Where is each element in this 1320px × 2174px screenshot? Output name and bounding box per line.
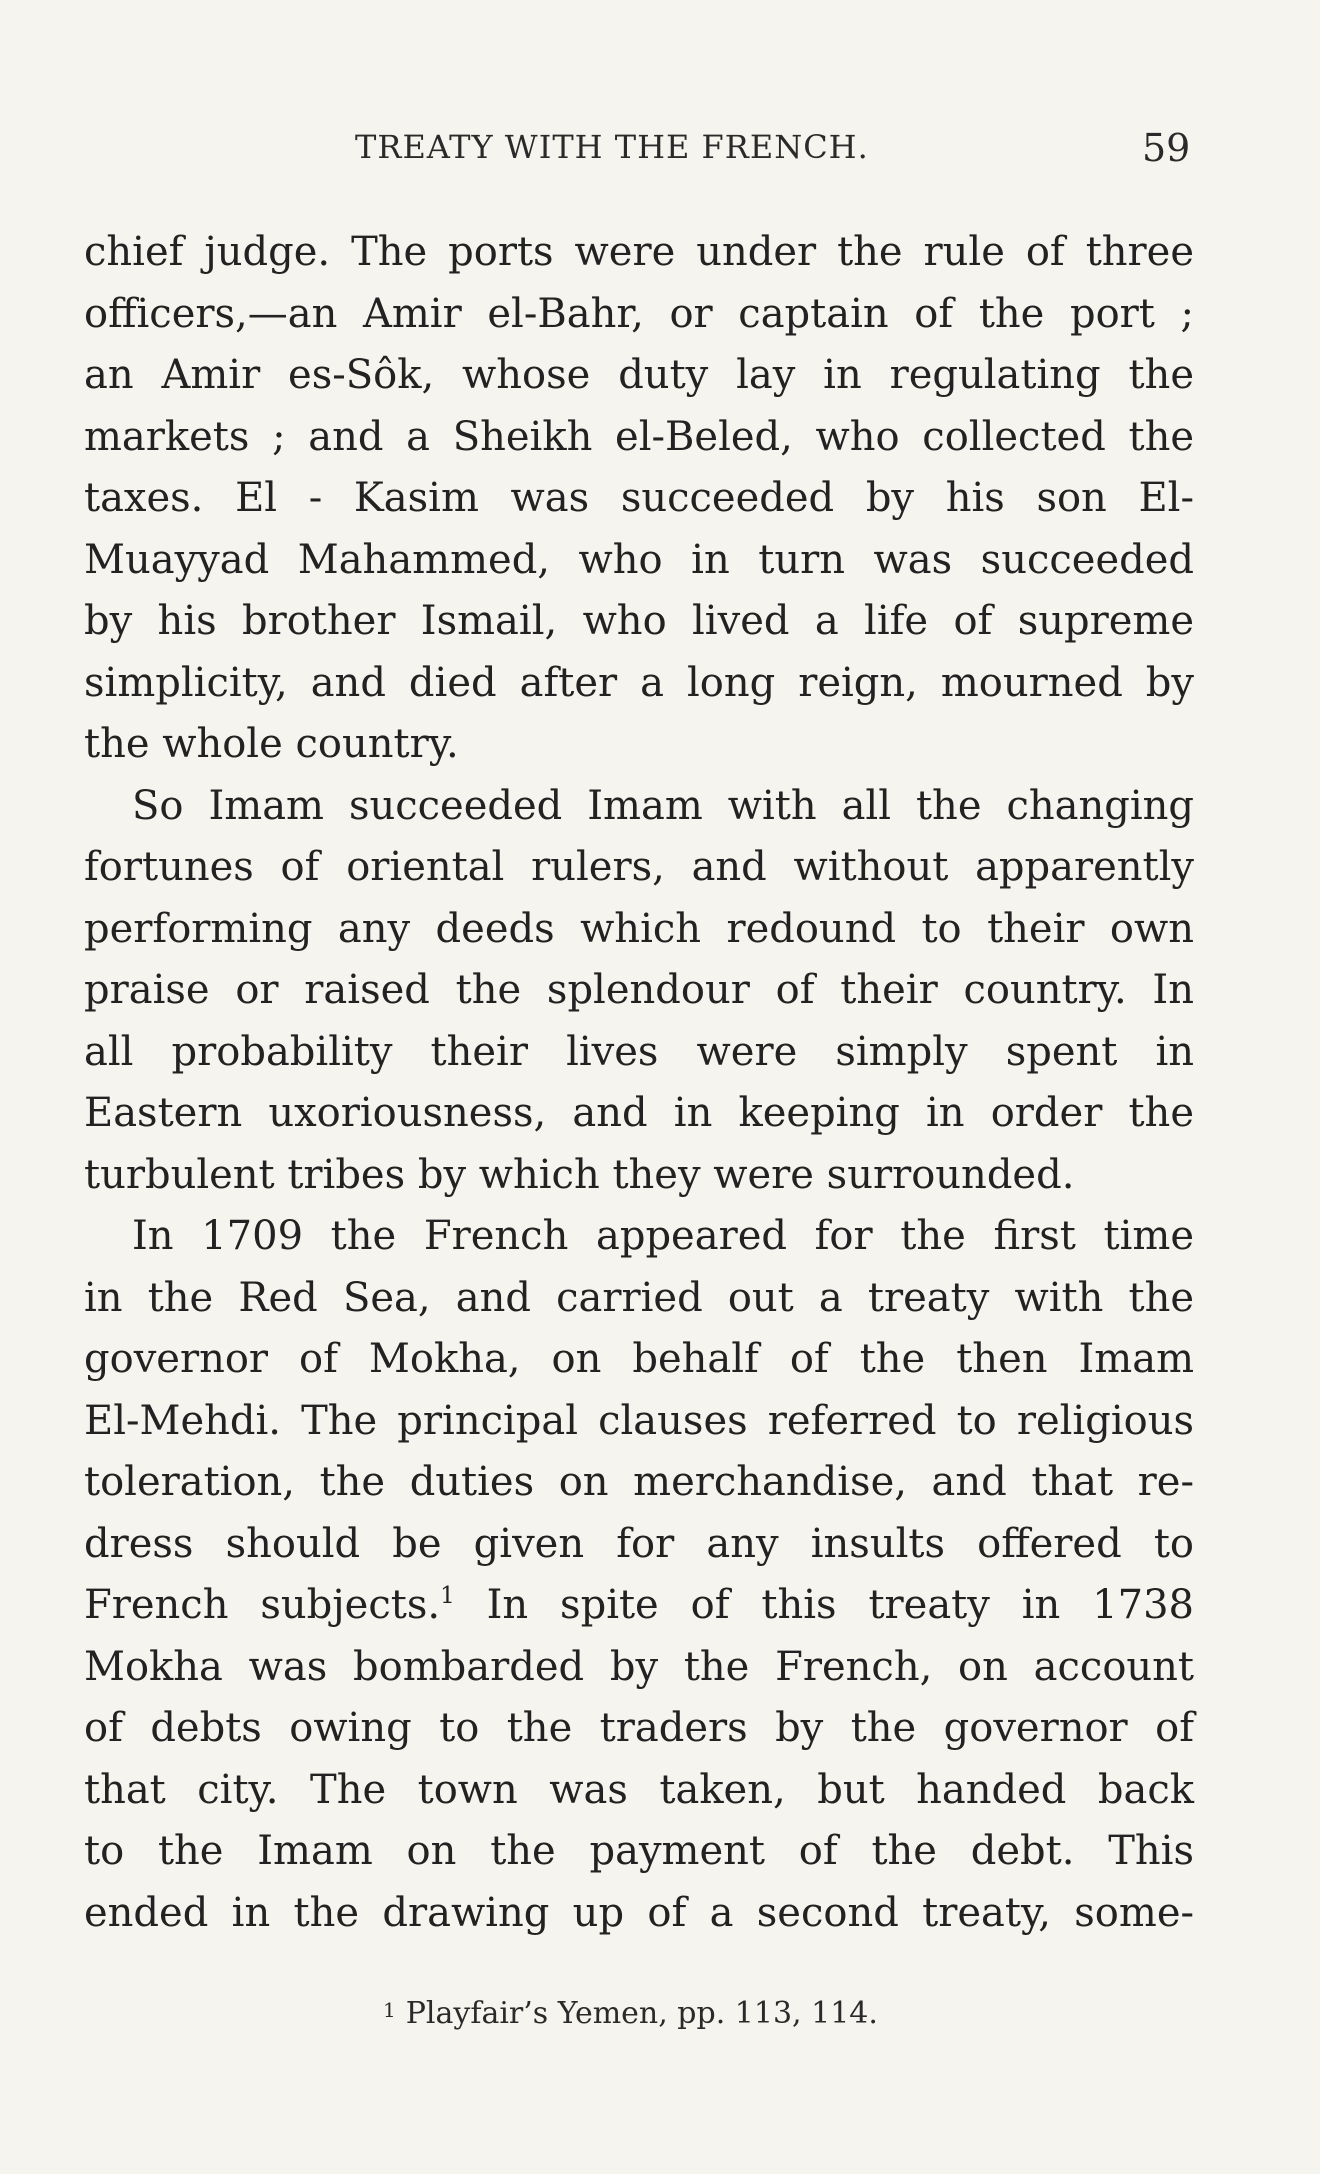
- paragraph-end-line: turbulent tribes by which they were surrounded.: [84, 1151, 1075, 1198]
- footnote: [383, 1996, 878, 2031]
- text-line: by his brother Ismail, who lived a life of supreme: [84, 598, 1194, 644]
- text-line: officers,—an Amir el-Bahr, or captain of the port ;: [84, 290, 1194, 337]
- paragraph-end-line: the whole country.: [84, 721, 459, 767]
- text-line: toleration, the duties on merchandise, and that re-: [84, 1459, 1194, 1505]
- text-line: markets ; and a Sheikh el-Beled, who collected the: [84, 413, 1194, 460]
- text-line: chief judge. The ports were under the rule of three: [84, 229, 1194, 275]
- paragraph-start-line: So Imam succeeded Imam with all the changing: [132, 782, 1194, 829]
- text-line: of debts owing to the traders by the governor of: [84, 1705, 1194, 1751]
- text-line: Eastern uxoriousness, and in keeping in order the: [84, 1090, 1194, 1136]
- text-line: all probability their lives were simply spent in: [84, 1028, 1194, 1075]
- text-line: an Amir es-Sôk, whose duty lay in regulating the: [84, 352, 1194, 398]
- running-title: TREATY WITH THE FRENCH.: [355, 128, 869, 166]
- footnote-text: Playfair’s Yemen, pp. 113, 114.: [405, 1996, 878, 2031]
- text-line: that city. The town was taken, but handed back: [84, 1766, 1194, 1813]
- paragraph-start-line: In 1709 the French appeared for the first time: [132, 1213, 1194, 1259]
- text-line: ended in the drawing up of a second treaty, some-: [84, 1889, 1194, 1936]
- text-line: simplicity, and died after a long reign, mourned by: [84, 659, 1194, 706]
- text-line: Mokha was bombarded by the French, on account: [84, 1643, 1194, 1690]
- text-line: governor of Mokha, on behalf of the then Imam: [84, 1336, 1194, 1382]
- line-text-after-note: In spite of this treaty in 1738: [454, 1582, 1194, 1628]
- text-line: to the Imam on the payment of the debt. This: [84, 1828, 1194, 1874]
- line-text-before-note: French subjects.: [84, 1582, 441, 1628]
- text-line: in the Red Sea, and carried out a treaty with the: [84, 1274, 1194, 1321]
- text-line: El-Mehdi. The principal clauses referred to religious: [84, 1397, 1194, 1444]
- running-head: [0, 128, 1320, 178]
- text-line: praise or raised the splendour of their country. In: [84, 967, 1194, 1013]
- body-text: [84, 222, 1194, 1944]
- text-line-with-footnote: [84, 1575, 1194, 1637]
- footnote-reference[interactable]: 1: [440, 1583, 455, 1609]
- text-line: fortunes of oriental rulers, and without apparently: [84, 844, 1194, 890]
- page-number: 59: [1142, 126, 1191, 170]
- text-line: performing any deeds which redound to their own: [84, 905, 1194, 952]
- footnote-marker: 1: [383, 1998, 396, 2022]
- text-line: Muayyad Mahammed, who in turn was succeeded: [84, 536, 1194, 583]
- text-line: dress should be given for any insults offered to: [84, 1520, 1194, 1567]
- text-line: taxes. El - Kasim was succeeded by his son El-: [84, 475, 1194, 521]
